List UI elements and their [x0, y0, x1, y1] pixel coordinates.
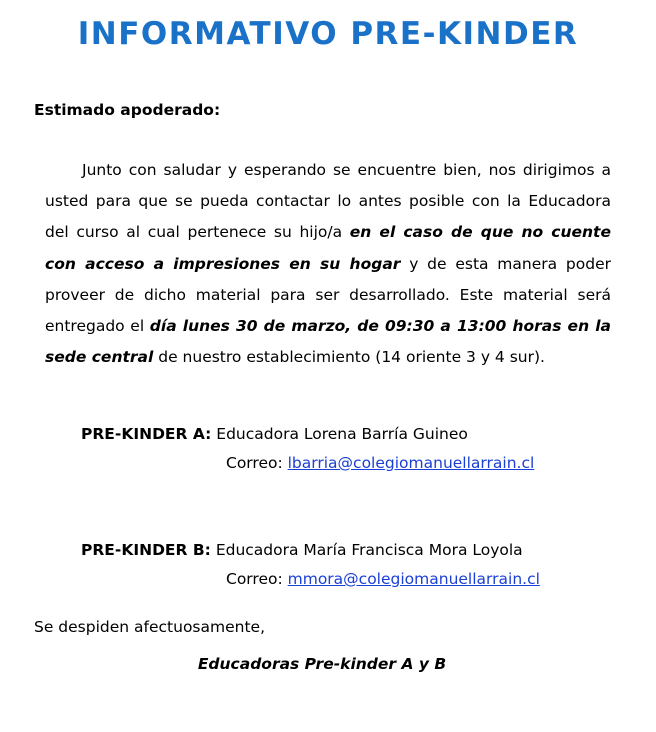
email-link[interactable]: mmora@colegiomanuellarrain.cl	[287, 570, 540, 588]
contact-educator: Educadora María Francisca Mora Loyola	[215, 541, 523, 559]
email-link[interactable]: lbarria@colegiomanuellarrain.cl	[287, 454, 535, 472]
body-text-part-2: y de esta manera poder proveer de dicho material para ser desarrollado. Este material será entregado el	[45, 254, 611, 336]
contact-label: PRE-KINDER B:	[81, 541, 211, 559]
contact-educator-row	[81, 536, 540, 565]
body-text-part-1: Junto con saludar y esperando se encuentre bien, nos dirigimos a usted para que se pueda contactar lo antes posible con la Educadora del curso al cual pertenece su hijo/a	[45, 161, 611, 242]
signature: Educadoras Pre-kinder A y B	[197, 655, 447, 673]
body-emphasis-2: día lunes 30 de marzo, de 09:30 a 13:00 horas en la sede central	[45, 317, 611, 367]
email-label: Correo:	[226, 454, 283, 472]
farewell: Se despiden afectuosamente,	[34, 618, 265, 636]
greeting: Estimado apoderado:	[34, 101, 221, 119]
contact-label: PRE-KINDER A:	[81, 425, 212, 443]
contact-block-prekinder-b	[81, 536, 540, 594]
document-title: INFORMATIVO PRE-KINDER	[77, 16, 579, 52]
body-text-part-3: de nuestro establecimiento (14 oriente 3 y 4 sur).	[153, 348, 545, 367]
body-emphasis-1: en el caso de que no cuente con acceso a impresiones en su hogar	[45, 223, 611, 273]
contact-email-row	[81, 565, 540, 594]
contact-educator: Educadora Lorena Barría Guineo	[216, 425, 468, 443]
contact-block-prekinder-a	[81, 420, 534, 478]
body-paragraph	[45, 155, 611, 373]
email-label: Correo:	[226, 570, 283, 588]
contact-email-row	[81, 449, 534, 478]
contact-educator-row	[81, 420, 534, 449]
